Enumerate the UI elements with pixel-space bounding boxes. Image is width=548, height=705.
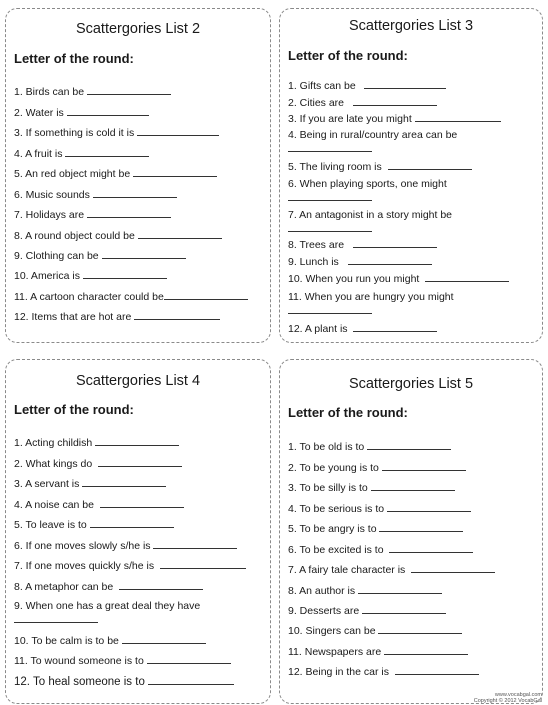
list-item: 10. America is bbox=[14, 269, 167, 283]
list-item: 3. A servant is bbox=[14, 477, 166, 491]
footer-site: www.vocabgal.com bbox=[494, 692, 542, 698]
list-item: 2. Cities are bbox=[288, 96, 437, 110]
list-item: 7. Holidays are bbox=[14, 208, 171, 222]
list-item: 5. To be angry is to bbox=[288, 522, 463, 536]
list-item: 8. A metaphor can be bbox=[14, 580, 203, 594]
list-item: 10. Singers can be bbox=[288, 624, 462, 638]
list-item: 7. A fairy tale character is bbox=[288, 563, 495, 577]
list-item: 6. Music sounds bbox=[14, 188, 177, 202]
list-item: 9. Desserts are bbox=[288, 604, 446, 618]
list-item: 12. A plant is bbox=[288, 322, 437, 336]
list-item: 8. An author is bbox=[288, 584, 442, 598]
scattergories-list-4-card bbox=[5, 359, 271, 704]
list-item: 6. If one moves slowly s/he is bbox=[14, 539, 237, 553]
footer-copyright: Copyright © 2012 VocabGal bbox=[473, 698, 542, 704]
list-item: 11. To wound someone is to bbox=[14, 654, 231, 668]
list-item: 10. When you run you might bbox=[288, 272, 509, 286]
list-item: 4. A fruit is bbox=[14, 147, 149, 161]
list-item: 11. Newspapers are bbox=[288, 645, 468, 659]
list-item: 12. Items that are hot are bbox=[14, 310, 220, 324]
letter-of-round-label: Letter of the round: bbox=[14, 402, 134, 417]
list-item: 11. When you are hungry you might bbox=[288, 291, 454, 318]
scattergories-list-5-card bbox=[279, 359, 543, 704]
scattergories-list-3-card bbox=[279, 8, 543, 343]
list-item: 10. To be calm is to be bbox=[14, 634, 206, 648]
list-item: 12. Being in the car is bbox=[288, 665, 479, 679]
list-item: 3. If you are late you might bbox=[288, 112, 501, 126]
list-item: 1. Acting childish bbox=[14, 436, 179, 450]
list-item: 4. Being in rural/country area can be bbox=[288, 129, 457, 156]
list-item: 5. The living room is bbox=[288, 160, 472, 174]
list-item: 1. Gifts can be bbox=[288, 79, 446, 93]
list-item: 4. A noise can be bbox=[14, 498, 184, 512]
letter-of-round-label: Letter of the round: bbox=[288, 48, 408, 63]
list-item: 7. If one moves quickly s/he is bbox=[14, 559, 246, 573]
list-title: Scattergories List 5 bbox=[348, 376, 474, 392]
list-item: 9. Clothing can be bbox=[14, 249, 186, 263]
list-item: 4. To be serious is to bbox=[288, 502, 471, 516]
scattergories-list-2-card bbox=[5, 8, 271, 343]
list-title: Scattergories List 2 bbox=[75, 21, 201, 37]
list-item: 7. An antagonist in a story might be bbox=[288, 209, 452, 236]
list-item: 2. What kings do bbox=[14, 457, 182, 471]
list-item: 3. To be silly is to bbox=[288, 481, 455, 495]
list-item: 8. A round object could be bbox=[14, 229, 222, 243]
letter-of-round-label: Letter of the round: bbox=[14, 51, 134, 66]
list-title: Scattergories List 3 bbox=[348, 18, 474, 34]
list-item: 12. To heal someone is to bbox=[14, 675, 234, 689]
list-item: 9. When one has a great deal they have bbox=[14, 600, 200, 627]
list-item: 1. Birds can be bbox=[14, 85, 171, 99]
list-title: Scattergories List 4 bbox=[75, 373, 201, 389]
list-item: 8. Trees are bbox=[288, 238, 437, 252]
list-item: 2. Water is bbox=[14, 106, 149, 120]
list-item: 6. When playing sports, one might bbox=[288, 178, 447, 205]
list-item: 6. To be excited is to bbox=[288, 543, 473, 557]
list-item: 11. A cartoon character could be bbox=[14, 290, 248, 304]
list-item: 1. To be old is to bbox=[288, 440, 451, 454]
letter-of-round-label: Letter of the round: bbox=[288, 405, 408, 420]
list-item: 5. An red object might be bbox=[14, 167, 217, 181]
footer-credit bbox=[474, 692, 542, 704]
list-item: 3. If something is cold it is bbox=[14, 126, 219, 140]
list-item: 9. Lunch is bbox=[288, 255, 432, 269]
list-item: 2. To be young is to bbox=[288, 461, 466, 475]
list-item: 5. To leave is to bbox=[14, 518, 174, 532]
